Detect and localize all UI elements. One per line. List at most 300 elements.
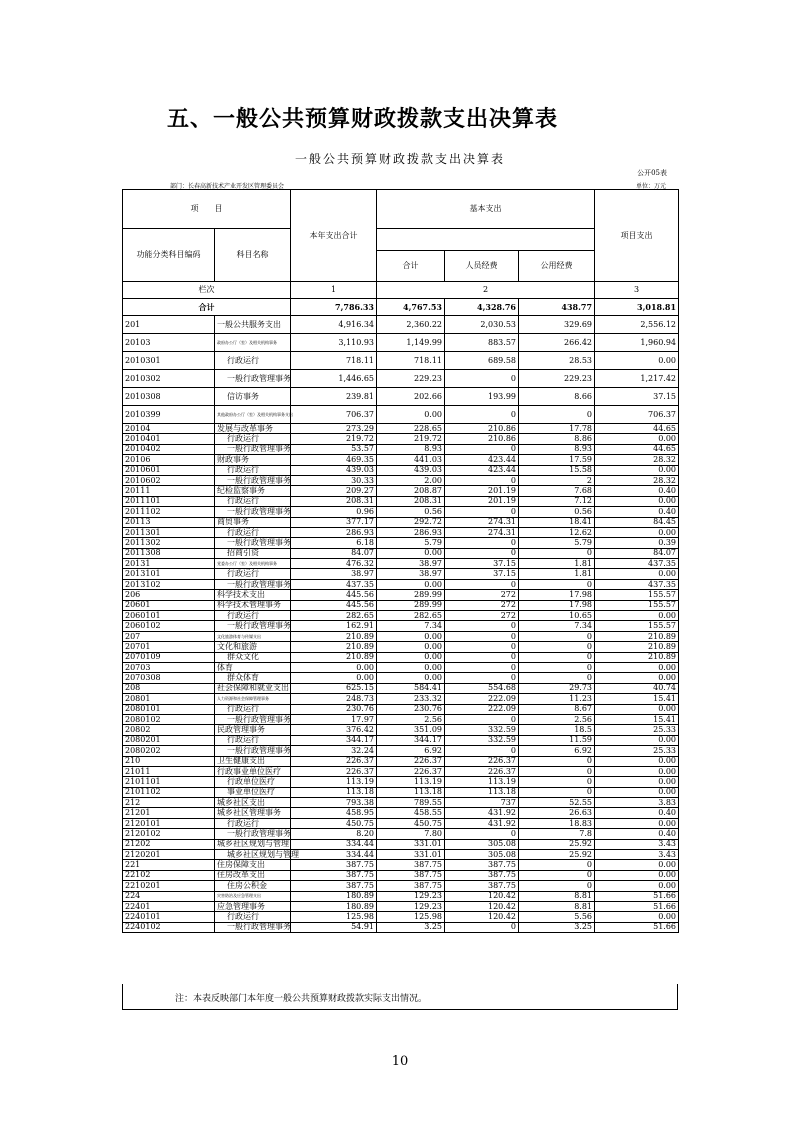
cell-code: 20601 [123,600,215,610]
cell-total: 445.56 [291,600,377,610]
table-row [123,517,679,527]
cell-basic: 351.09 [377,725,445,735]
cell-basic: 289.99 [377,590,445,600]
cell-code: 20802 [123,725,215,735]
cell-name: 一般行政管理事务 [215,714,291,724]
cell-basic: 229.23 [377,370,445,388]
cell-basic: 0.00 [377,406,445,424]
table-row [123,725,679,735]
table-row [123,527,679,537]
cell-public: 7.68 [519,486,595,496]
cell-basic: 7.34 [377,621,445,631]
cell-project: 3.83 [595,798,679,808]
cell-project: 84.45 [595,517,679,527]
cell-name: 城乡社区规划与管理 [215,850,291,860]
table-title: 一般公共预算财政拨款支出决算表 [294,152,505,166]
cell-personnel: 222.09 [445,694,519,704]
cell-personnel: 201.19 [445,486,519,496]
cell-basic: 6.92 [377,746,445,756]
table-row [123,766,679,776]
cell-project: 51.66 [595,901,679,911]
table-row [123,891,679,901]
cell-total: 8.20 [291,829,377,839]
cell-project: 437.35 [595,579,679,589]
cell-basic: 113.19 [377,777,445,787]
cell-basic: 2.56 [377,714,445,724]
header-item: 项 目 [123,190,291,229]
cell-personnel: 272 [445,611,519,621]
cell-name: 一般公共服务支出 [215,316,291,334]
cell-public: 266.42 [519,334,595,352]
cell-total: 125.98 [291,912,377,922]
table-row [123,652,679,662]
cell-project: 0.00 [595,818,679,828]
cell-code: 2010301 [123,352,215,370]
cell-name: 卫生健康支出 [215,756,291,766]
table-row [123,559,679,569]
cell-total: 445.56 [291,590,377,600]
cell-basic: 0.00 [377,631,445,641]
cell-project: 37.15 [595,388,679,406]
table-row [123,600,679,610]
cell-code: 2080201 [123,735,215,745]
cell-name: 行政单位医疗 [215,777,291,787]
cell-name: 城乡社区支出 [215,798,291,808]
cell-project: 0.00 [595,496,679,506]
cell-name: 一般行政管理事务 [215,507,291,517]
cell-name: 一般行政管理事务 [215,370,291,388]
cell-personnel: 272 [445,600,519,610]
table-row [123,486,679,496]
table-row [123,406,679,424]
table-row [123,455,679,465]
cell-project: 25.33 [595,725,679,735]
cell-project: 84.07 [595,548,679,558]
cell-code: 2101101 [123,777,215,787]
table-row [123,777,679,787]
cell-total: 344.17 [291,735,377,745]
cell-total: 226.37 [291,756,377,766]
cell-project: 0.40 [595,486,679,496]
cell-name: 其他政府办公厅（室）及相关机构事务支出 [215,406,291,424]
cell-personnel: 201.19 [445,496,519,506]
cell-public: 5.56 [519,912,595,922]
table-row [123,881,679,891]
cell-code: 2120101 [123,818,215,828]
cell-code: 21011 [123,766,215,776]
cell-basic: 0.00 [377,579,445,589]
cell-public: 8.66 [519,388,595,406]
cell-project: 0.00 [595,569,679,579]
table-row [123,829,679,839]
cell-personnel: 0 [445,548,519,558]
cell-code: 2060101 [123,611,215,621]
cell-project: 3.43 [595,850,679,860]
cell-code: 2011102 [123,507,215,517]
cell-name: 党委办公厅（室）及相关机构事务 [215,559,291,569]
cell-project: 44.65 [595,444,679,454]
cell-project: 0.00 [595,527,679,537]
cell-code: 212 [123,798,215,808]
cell-code: 20106 [123,455,215,465]
cell-basic: 387.75 [377,870,445,880]
cell-project: 15.41 [595,694,679,704]
cell-basic: 230.76 [377,704,445,714]
cell-total: 625.15 [291,683,377,693]
cell-code: 2010399 [123,406,215,424]
cell-project: 0.00 [595,881,679,891]
cell-total: 0.96 [291,507,377,517]
cell-project: 0.00 [595,611,679,621]
cell-total: 226.37 [291,766,377,776]
cell-public: 17.98 [519,590,595,600]
table-row [123,922,679,932]
cell-basic: 718.11 [377,352,445,370]
table-row [123,316,679,334]
cell-code: 2210201 [123,881,215,891]
cell-total: 476.32 [291,559,377,569]
cell-total: 376.42 [291,725,377,735]
page-title: 五、一般公共预算财政拨款支出决算表 [167,107,559,132]
cell-name: 政府办公厅（室）及相关机构事务 [215,334,291,352]
cell-public: 7.34 [519,621,595,631]
cell-personnel: 2,030.53 [445,316,519,334]
table-row [123,683,679,693]
cell-name: 一般行政管理事务 [215,829,291,839]
table-row [123,850,679,860]
cell-basic: 387.75 [377,860,445,870]
cell-public: 2.56 [519,714,595,724]
table-row [123,901,679,911]
cell-code: 2060102 [123,621,215,631]
cell-basic: 0.00 [377,673,445,683]
cell-personnel: 274.31 [445,517,519,527]
cell-public: 0 [519,631,595,641]
cell-total: 17.97 [291,714,377,724]
cell-total: 54.91 [291,922,377,932]
table-row [123,434,679,444]
cell-public: 17.59 [519,455,595,465]
cell-basic: 129.23 [377,891,445,901]
cell-public: 0 [519,860,595,870]
cell-project: 0.00 [595,352,679,370]
cell-personnel: 226.37 [445,756,519,766]
expenditure-table-container [122,189,678,933]
cell-code: 21202 [123,839,215,849]
cell-total: 239.81 [291,388,377,406]
cell-personnel: 0 [445,538,519,548]
cell-code: 22401 [123,901,215,911]
cell-basic: 1,149.99 [377,334,445,352]
cell-total: 210.89 [291,652,377,662]
cell-personnel: 210.86 [445,424,519,434]
cell-code: 2010308 [123,388,215,406]
cell-basic: 450.75 [377,818,445,828]
cell-personnel: 305.08 [445,850,519,860]
table-row [123,673,679,683]
cell-total: 210.89 [291,631,377,641]
cell-personnel: 387.75 [445,860,519,870]
cell-name: 住房改革支出 [215,870,291,880]
table-row [123,912,679,922]
cell-public: 0 [519,673,595,683]
col-index-2: 2 [377,282,595,299]
cell-basic: 125.98 [377,912,445,922]
cell-total: 180.89 [291,901,377,911]
cell-code: 2010602 [123,475,215,485]
cell-project: 0.00 [595,860,679,870]
cell-project: 210.89 [595,652,679,662]
cell-code: 2011308 [123,548,215,558]
cell-project: 155.57 [595,590,679,600]
cell-total: 4,916.34 [291,316,377,334]
cell-project: 1,960.94 [595,334,679,352]
cell-total: 793.38 [291,798,377,808]
cell-public: 0 [519,642,595,652]
cell-code: 2013101 [123,569,215,579]
cell-name: 行政运行 [215,818,291,828]
cell-code: 2080101 [123,704,215,714]
cell-total: 209.27 [291,486,377,496]
cell-project: 15.41 [595,714,679,724]
cell-project: 155.57 [595,600,679,610]
cell-personnel: 222.09 [445,704,519,714]
cell-code: 221 [123,860,215,870]
header-basic-total: 合计 [377,251,445,282]
cell-basic: 219.72 [377,434,445,444]
table-row [123,860,679,870]
cell-name: 文化旅游体育与传媒支出 [215,631,291,641]
cell-code: 210 [123,756,215,766]
header-code: 功能分类科目编码 [123,229,215,282]
cell-code: 206 [123,590,215,600]
cell-basic: 233.32 [377,694,445,704]
cell-code: 2070308 [123,673,215,683]
cell-personnel: 0 [445,621,519,631]
cell-total: 469.35 [291,455,377,465]
cell-public: 12.62 [519,527,595,537]
cell-total: 3,110.93 [291,334,377,352]
cell-total: 387.75 [291,870,377,880]
cell-name: 发展与改革事务 [215,424,291,434]
cell-name: 一般行政管理事务 [215,538,291,548]
cell-total: 0.00 [291,673,377,683]
cell-name: 行政运行 [215,569,291,579]
table-row [123,735,679,745]
cell-name: 财政事务 [215,455,291,465]
cell-code: 2010401 [123,434,215,444]
cell-name: 行政运行 [215,496,291,506]
cell-project: 0.00 [595,787,679,797]
cell-personnel: 431.92 [445,808,519,818]
cell-public: 229.23 [519,370,595,388]
cell-personnel: 0 [445,631,519,641]
total-personnel: 4,328.76 [445,299,519,316]
cell-basic: 331.01 [377,839,445,849]
cell-total: 84.07 [291,548,377,558]
cell-public: 18.5 [519,725,595,735]
cell-personnel: 193.99 [445,388,519,406]
cell-code: 2120102 [123,829,215,839]
header-total: 本年支出合计 [291,190,377,282]
cell-personnel: 0 [445,507,519,517]
header-basic: 基本支出 [377,190,595,229]
table-row [123,334,679,352]
cell-name: 住房公积金 [215,881,291,891]
cell-personnel: 120.42 [445,891,519,901]
table-row [123,388,679,406]
cell-total: 230.76 [291,704,377,714]
table-note: 注：本表反映部门本年度一般公共预算财政拨款实际支出情况。 [122,984,678,1010]
table-row [123,352,679,370]
cell-project: 28.32 [595,455,679,465]
cell-total: 180.89 [291,891,377,901]
cell-name: 一般行政管理事务 [215,621,291,631]
table-row [123,424,679,434]
cell-total: 6.18 [291,538,377,548]
cell-basic: 2,360.22 [377,316,445,334]
cell-total: 439.03 [291,465,377,475]
cell-code: 208 [123,683,215,693]
cell-basic: 292.72 [377,517,445,527]
cell-total: 210.89 [291,642,377,652]
cell-code: 20111 [123,486,215,496]
cell-public: 0 [519,756,595,766]
cell-code: 2080102 [123,714,215,724]
cell-total: 458.95 [291,808,377,818]
header-personnel: 人员经费 [445,251,519,282]
cell-name: 科学技术支出 [215,590,291,600]
page-number: 10 [391,1054,409,1069]
cell-basic: 2.00 [377,475,445,485]
cell-personnel: 0 [445,406,519,424]
cell-name: 行政运行 [215,527,291,537]
cell-public: 8.86 [519,434,595,444]
cell-basic: 7.80 [377,829,445,839]
cell-personnel: 226.37 [445,766,519,776]
cell-name: 纪检监察事务 [215,486,291,496]
cell-total: 113.19 [291,777,377,787]
cell-personnel: 0 [445,444,519,454]
total-label: 合计 [123,299,291,316]
cell-public: 29.73 [519,683,595,693]
cell-total: 1,446.65 [291,370,377,388]
cell-basic: 226.37 [377,756,445,766]
cell-personnel: 0 [445,746,519,756]
cell-name: 行政运行 [215,352,291,370]
cell-code: 20701 [123,642,215,652]
cell-code: 2011101 [123,496,215,506]
cell-name: 招商引资 [215,548,291,558]
cell-name: 文化和旅游 [215,642,291,652]
table-row [123,370,679,388]
cell-basic: 3.25 [377,922,445,932]
cell-total: 53.57 [291,444,377,454]
cell-code: 2010402 [123,444,215,454]
cell-total: 286.93 [291,527,377,537]
cell-project: 0.00 [595,912,679,922]
table-row [123,538,679,548]
cell-public: 10.65 [519,611,595,621]
cell-personnel: 113.19 [445,777,519,787]
cell-basic: 584.41 [377,683,445,693]
cell-code: 2240102 [123,922,215,932]
cell-personnel: 113.18 [445,787,519,797]
cell-total: 282.65 [291,611,377,621]
cell-personnel: 737 [445,798,519,808]
cell-code: 20104 [123,424,215,434]
table-row [123,870,679,880]
cell-basic: 441.03 [377,455,445,465]
cell-project: 706.37 [595,406,679,424]
cell-total: 706.37 [291,406,377,424]
cell-code: 20703 [123,662,215,672]
cell-total: 334.44 [291,839,377,849]
cell-project: 0.00 [595,735,679,745]
form-code: 公开05表 [637,169,667,177]
cell-basic: 282.65 [377,611,445,621]
cell-personnel: 332.59 [445,725,519,735]
cell-project: 0.00 [595,673,679,683]
cell-code: 201 [123,316,215,334]
cell-name: 城乡社区规划与管理 [215,839,291,849]
cell-public: 0 [519,870,595,880]
cell-public: 0 [519,777,595,787]
cell-name: 行政运行 [215,912,291,922]
cell-public: 329.69 [519,316,595,334]
header-name: 科目名称 [215,229,291,282]
cell-personnel: 423.44 [445,455,519,465]
cell-name: 人力资源和社会保障管理事务 [215,694,291,704]
cell-code: 207 [123,631,215,641]
cell-project: 0.40 [595,829,679,839]
cell-project: 25.33 [595,746,679,756]
cell-personnel: 305.08 [445,839,519,849]
cell-basic: 344.17 [377,735,445,745]
cell-personnel: 0 [445,922,519,932]
table-row [123,507,679,517]
cell-code: 20113 [123,517,215,527]
cell-total: 718.11 [291,352,377,370]
cell-public: 17.78 [519,424,595,434]
table-row [123,611,679,621]
cell-name: 一般行政管理事务 [215,746,291,756]
row-label: 栏次 [123,282,291,299]
cell-personnel: 0 [445,673,519,683]
cell-project: 0.00 [595,756,679,766]
cell-code: 2070109 [123,652,215,662]
cell-code: 21201 [123,808,215,818]
expenditure-table [122,189,679,933]
cell-code: 2240101 [123,912,215,922]
cell-name: 行政运行 [215,434,291,444]
cell-public: 0 [519,662,595,672]
cell-basic: 208.31 [377,496,445,506]
cell-name: 民政管理事务 [215,725,291,735]
unit-label: 单位：万元 [635,183,666,190]
cell-code: 22102 [123,870,215,880]
cell-public: 8.81 [519,891,595,901]
cell-project: 0.00 [595,704,679,714]
cell-personnel: 423.44 [445,465,519,475]
table-row [123,465,679,475]
table-row [123,621,679,631]
table-row [123,787,679,797]
cell-project: 40.74 [595,683,679,693]
table-row [123,569,679,579]
cell-name: 一般行政管理事务 [215,579,291,589]
cell-total: 32.24 [291,746,377,756]
